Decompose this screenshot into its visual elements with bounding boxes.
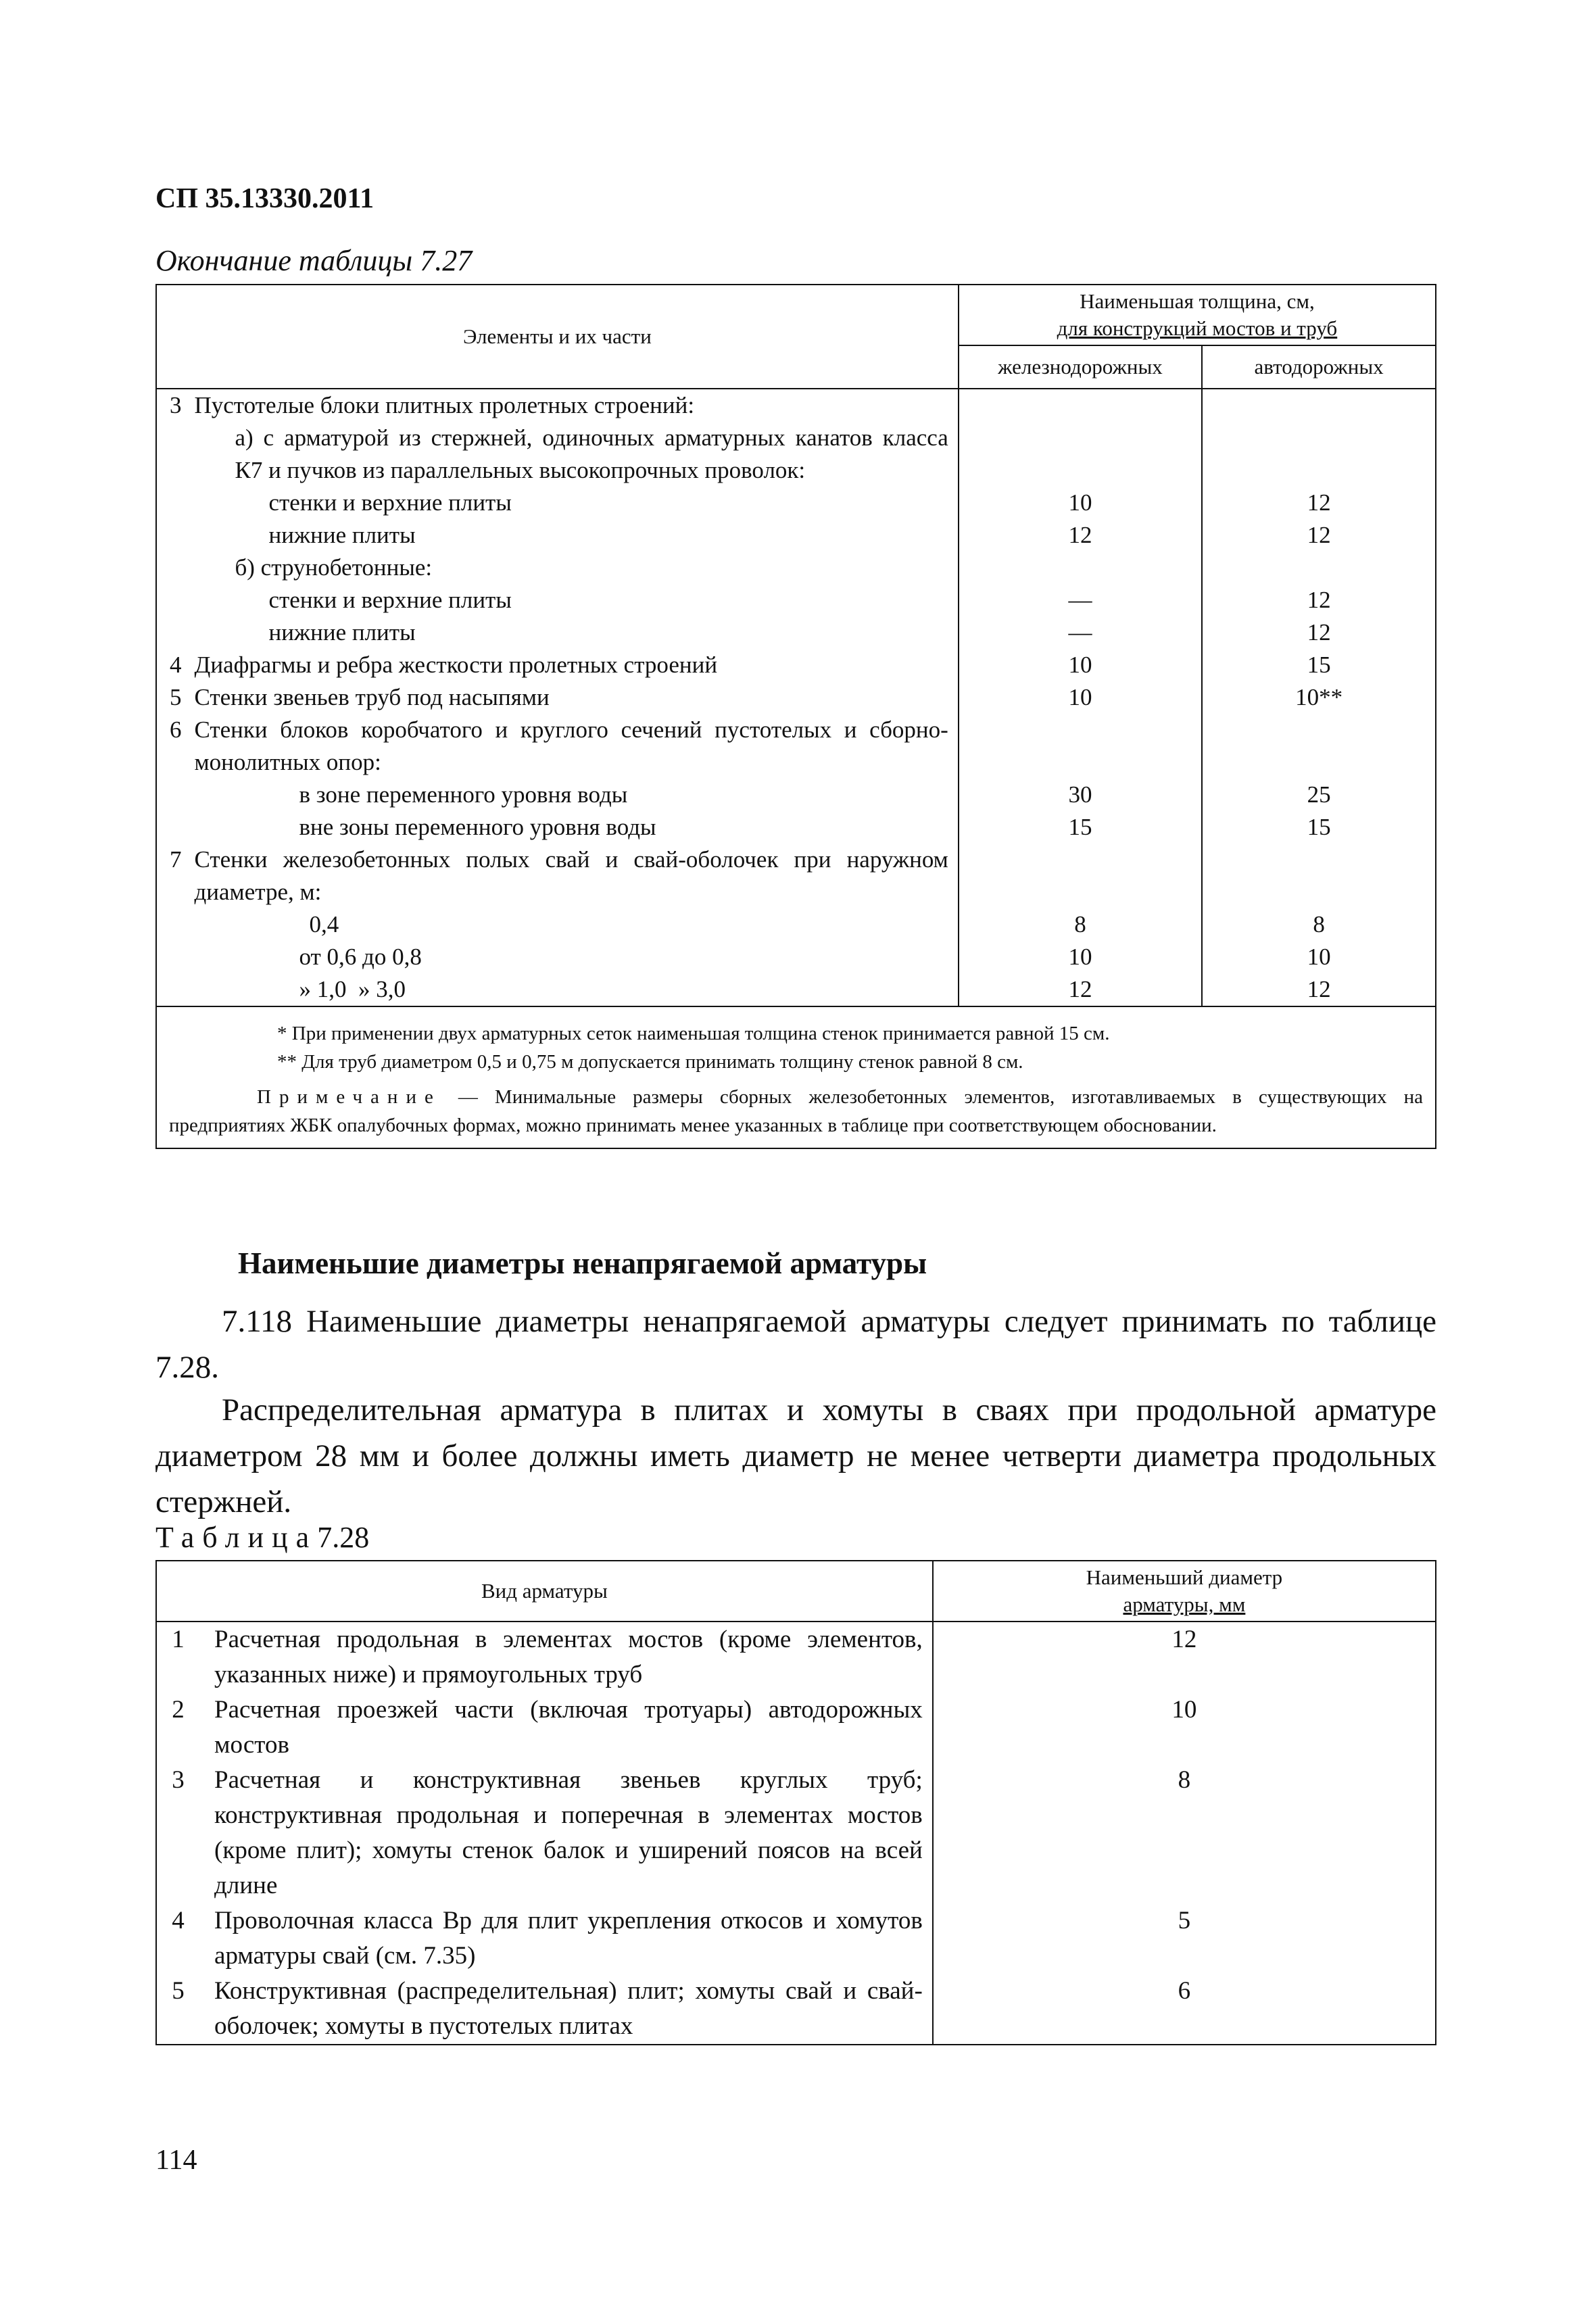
table-row bbox=[156, 519, 1436, 552]
table-row bbox=[156, 1622, 1436, 1692]
table-7-28 bbox=[155, 1560, 1436, 2045]
table-cell: 8 bbox=[1202, 908, 1436, 941]
table-cell bbox=[156, 519, 194, 552]
table-cell: стенки и верхние плиты bbox=[194, 487, 958, 519]
table-notes bbox=[156, 1006, 1436, 1148]
table-cell: Расчетная и конструктивная звеньев круглых труб; конструктивная продольная и поперечная в элементах мостов (кроме плит); хомуты стенок балок и уширений поясов на всей длине bbox=[199, 1763, 933, 1903]
table-cell: 4 bbox=[156, 649, 194, 681]
table-row bbox=[156, 973, 1436, 1006]
table-cell bbox=[156, 779, 194, 811]
table-cell: — bbox=[959, 616, 1202, 649]
table-row bbox=[156, 285, 1436, 345]
table-row bbox=[156, 487, 1436, 519]
table-cell: 12 bbox=[959, 973, 1202, 1006]
table-cell: 5 bbox=[156, 1974, 199, 2045]
table-cell: 10 bbox=[959, 649, 1202, 681]
table-row bbox=[156, 649, 1436, 681]
table-cell: — bbox=[959, 584, 1202, 616]
table-cell bbox=[156, 487, 194, 519]
table-cell: 12 bbox=[1202, 584, 1436, 616]
paragraph-distribution: Распределительная арматура в плитах и хомуты в сваях при продольной арматуре диаметром 28 мм и более должны иметь диаметр не менее четверти диаметра продольных стержней. bbox=[155, 1392, 1436, 1519]
table-cell: 12 bbox=[1202, 616, 1436, 649]
table-cell: 0,4 bbox=[194, 908, 958, 941]
table-cell: 5 bbox=[156, 681, 194, 714]
table-cell bbox=[1202, 389, 1436, 422]
page-number: 114 bbox=[155, 2145, 197, 2176]
table-cell: » 1,0 » 3,0 bbox=[194, 973, 958, 1006]
table-cell: 10 bbox=[933, 1692, 1436, 1763]
table-continuation-caption: Окончание таблицы 7.27 bbox=[155, 244, 473, 277]
table-cell: 6 bbox=[156, 714, 194, 779]
table-cell bbox=[1202, 552, 1436, 584]
table-cell: вне зоны переменного уровня воды bbox=[194, 811, 958, 844]
table-row bbox=[156, 422, 1436, 487]
table-cell: 12 bbox=[1202, 519, 1436, 552]
table-cell bbox=[156, 811, 194, 844]
note-2: ** Для труб диаметром 0,5 и 0,75 м допускается принимать толщину стенок равной 8 см. bbox=[277, 1051, 1023, 1073]
table-row bbox=[156, 941, 1436, 973]
column-header-thickness: Наименьшая толщина, см, для конструкций мостов и труб bbox=[959, 285, 1436, 345]
table-cell bbox=[959, 389, 1202, 422]
column-header-road: автодорожных bbox=[1202, 345, 1436, 389]
table-row bbox=[156, 1561, 1436, 1622]
table-cell: 2 bbox=[156, 1692, 199, 1763]
table-cell: Стенки блоков коробчатого и круглого сечений пустотелых и сборно-монолитных опор: bbox=[194, 714, 958, 779]
table-cell: 6 bbox=[933, 1974, 1436, 2045]
note-3: Примечание — Минимальные размеры сборных железобетонных элементов, изготавливаемых в существующих на предприятиях ЖБК опалубочных формах, можно принимать менее указанных в таблице при соответствующем обосновании. bbox=[169, 1086, 1423, 1136]
table-row bbox=[156, 1006, 1436, 1148]
table-cell bbox=[156, 584, 194, 616]
table-cell bbox=[156, 908, 194, 941]
table-cell bbox=[156, 616, 194, 649]
table-cell: Стенки звеньев труб под насыпями bbox=[194, 681, 958, 714]
table-row bbox=[156, 779, 1436, 811]
table-cell: Конструктивная (распределительная) плит; хомуты свай и свай-оболочек; хомуты в пустотелых плитах bbox=[199, 1974, 933, 2045]
table-cell bbox=[1202, 844, 1436, 908]
table-cell: 8 bbox=[959, 908, 1202, 941]
table-cell: 4 bbox=[156, 1903, 199, 1974]
table-cell: 10 bbox=[959, 941, 1202, 973]
table-cell: в зоне переменного уровня воды bbox=[194, 779, 958, 811]
table-cell: 10 bbox=[1202, 941, 1436, 973]
table-cell: Проволочная класса Вр для плит укрепления откосов и хомутов арматуры свай (см. 7.35) bbox=[199, 1903, 933, 1974]
table-cell: 15 bbox=[959, 811, 1202, 844]
table-cell: 12 bbox=[933, 1622, 1436, 1692]
table-cell: Расчетная проезжей части (включая тротуары) автодорожных мостов bbox=[199, 1692, 933, 1763]
table-cell: 8 bbox=[933, 1763, 1436, 1903]
table-cell bbox=[156, 552, 194, 584]
table-row bbox=[156, 1763, 1436, 1903]
table-cell: Диафрагмы и ребра жесткости пролетных строений bbox=[194, 649, 958, 681]
column-header-elements: Элементы и их части bbox=[156, 285, 959, 389]
table-cell: от 0,6 до 0,8 bbox=[194, 941, 958, 973]
table-cell: 7 bbox=[156, 844, 194, 908]
table-row bbox=[156, 714, 1436, 779]
table-row bbox=[156, 552, 1436, 584]
table-cell: 10** bbox=[1202, 681, 1436, 714]
table-cell bbox=[959, 552, 1202, 584]
table-cell: 5 bbox=[933, 1903, 1436, 1974]
table-row bbox=[156, 389, 1436, 422]
table-cell: 25 bbox=[1202, 779, 1436, 811]
table-cell bbox=[1202, 422, 1436, 487]
table-cell bbox=[959, 714, 1202, 779]
table-cell: Пустотелые блоки плитных пролетных строений: bbox=[194, 389, 958, 422]
table-row bbox=[156, 908, 1436, 941]
table-row bbox=[156, 811, 1436, 844]
table-row bbox=[156, 1692, 1436, 1763]
column-header-kind: Вид арматуры bbox=[156, 1561, 933, 1622]
table-row bbox=[156, 844, 1436, 908]
table-cell: 1 bbox=[156, 1622, 199, 1692]
table-cell bbox=[959, 844, 1202, 908]
table-row bbox=[156, 1974, 1436, 2045]
table-cell bbox=[156, 941, 194, 973]
table-cell: 15 bbox=[1202, 649, 1436, 681]
table-cell: 15 bbox=[1202, 811, 1436, 844]
section-title: Наименьшие диаметры ненапрягаемой арматуры bbox=[238, 1246, 927, 1280]
table-cell: 12 bbox=[1202, 487, 1436, 519]
table-row bbox=[156, 584, 1436, 616]
note-1: * При применении двух арматурных сеток наименьшая толщина стенок принимается равной 15 см. bbox=[277, 1023, 1110, 1044]
table-cell: нижние плиты bbox=[194, 616, 958, 649]
table-cell bbox=[156, 422, 194, 487]
column-header-rail: железнодорожных bbox=[959, 345, 1202, 389]
table-cell: Расчетная продольная в элементах мостов (кроме элементов, указанных ниже) и прямоугольных труб bbox=[199, 1622, 933, 1692]
table-7-28-caption: Таблица7.28 bbox=[155, 1521, 370, 1554]
table-cell: 10 bbox=[959, 487, 1202, 519]
table-cell: 30 bbox=[959, 779, 1202, 811]
table-cell bbox=[1202, 714, 1436, 779]
table-cell: стенки и верхние плиты bbox=[194, 584, 958, 616]
paragraph-7-118: 7.118 Наименьшие диаметры ненапрягаемой арматуры следует принимать по таблице 7.28. bbox=[155, 1304, 1436, 1385]
table-cell: нижние плиты bbox=[194, 519, 958, 552]
table-cell: б) струнобетонные: bbox=[194, 552, 958, 584]
table-row bbox=[156, 616, 1436, 649]
column-header-diameter: Наименьший диаметр арматуры, мм bbox=[933, 1561, 1436, 1622]
table-cell bbox=[959, 422, 1202, 487]
table-cell bbox=[156, 973, 194, 1006]
table-cell: 12 bbox=[959, 519, 1202, 552]
table-cell: а) с арматурой из стержней, одиночных арматурных канатов класса К7 и пучков из параллельных высокопрочных проволок: bbox=[194, 422, 958, 487]
table-cell: 3 bbox=[156, 1763, 199, 1903]
table-7-27 bbox=[155, 284, 1436, 1149]
document-header: СП 35.13330.2011 bbox=[155, 183, 374, 214]
table-row bbox=[156, 1903, 1436, 1974]
table-cell: 10 bbox=[959, 681, 1202, 714]
table-cell: Стенки железобетонных полых свай и свай-оболочек при наружном диаметре, м: bbox=[194, 844, 958, 908]
table-cell: 3 bbox=[156, 389, 194, 422]
table-row bbox=[156, 681, 1436, 714]
table-cell: 12 bbox=[1202, 973, 1436, 1006]
